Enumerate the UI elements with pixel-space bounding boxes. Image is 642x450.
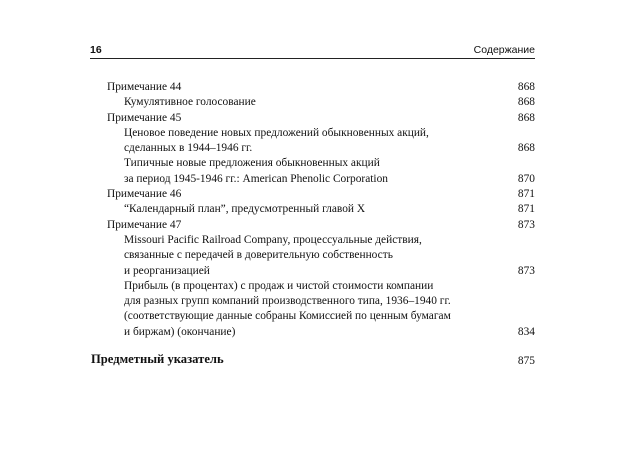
page-header — [90, 44, 535, 58]
toc-entry-title: Примечание 46 — [107, 188, 182, 201]
toc-entry-subject-index — [91, 352, 535, 367]
toc-entry-page: 873 — [517, 218, 535, 231]
toc-entry-page: 868 — [517, 142, 535, 155]
running-head: Содержание — [473, 44, 535, 56]
toc-entry-page: 873 — [517, 264, 535, 277]
toc-entry-page: 868 — [517, 96, 535, 109]
toc-entry-page: 871 — [517, 203, 535, 216]
toc-entry-page: 870 — [517, 172, 535, 185]
toc-entry-cumulative-voting — [107, 95, 535, 110]
toc-entry-title: Примечание 45 — [107, 111, 182, 124]
toc-entry-missouri-pacific — [107, 233, 535, 279]
toc-entry-calendar-plan — [107, 202, 535, 217]
toc-entry-page: 875 — [517, 355, 535, 367]
toc-entry-profit-percent — [107, 279, 535, 340]
toc-entry-typical-offerings — [107, 156, 535, 187]
toc-entry-page: 871 — [517, 188, 535, 201]
header-rule — [90, 58, 535, 59]
toc-entry-title: Примечание 47 — [107, 218, 182, 231]
toc-entry-title: Кумулятивное голосование — [124, 96, 256, 109]
toc-entry-title: Прибыль (в процентах) с продаж и чистой стоимости компании для разных групп компаний производственного типа, 1936–1940 гг. (соответствующие данные собраны Комиссией по ценным бумагам и биржам) (окончание) — [124, 279, 451, 338]
toc-entry-page: 834 — [517, 325, 535, 338]
toc-entry-note-45 — [107, 111, 535, 126]
toc-entry-page: 868 — [517, 111, 535, 124]
toc-entry-title: “Календарный план”, предусмотренный главой X — [124, 203, 366, 216]
toc-entry-title: Примечание 44 — [107, 81, 182, 93]
toc-entry-title: Missouri Pacific Railroad Company, процессуальные действия, связанные с передачей в доверительную собственность и реорганизацией — [124, 233, 422, 277]
toc-entry-page: 868 — [517, 81, 535, 93]
toc-entry-note-44 — [107, 80, 535, 95]
toc-entry-title: Ценовое поведение новых предложений обыкновенных акций, сделанных в 1944–1946 гг. — [124, 126, 429, 155]
toc-entry-title: Предметный указатель — [91, 352, 224, 366]
toc-entry-note-46 — [107, 187, 535, 202]
page-number: 16 — [90, 44, 102, 56]
toc-entry-title: Типичные новые предложения обыкновенных акций за период 1945-1946 гг.: American Phenolic Corporation — [124, 157, 388, 185]
toc-entry-price-behavior — [107, 126, 535, 157]
table-of-contents — [107, 80, 535, 340]
toc-entry-note-47 — [107, 218, 535, 233]
